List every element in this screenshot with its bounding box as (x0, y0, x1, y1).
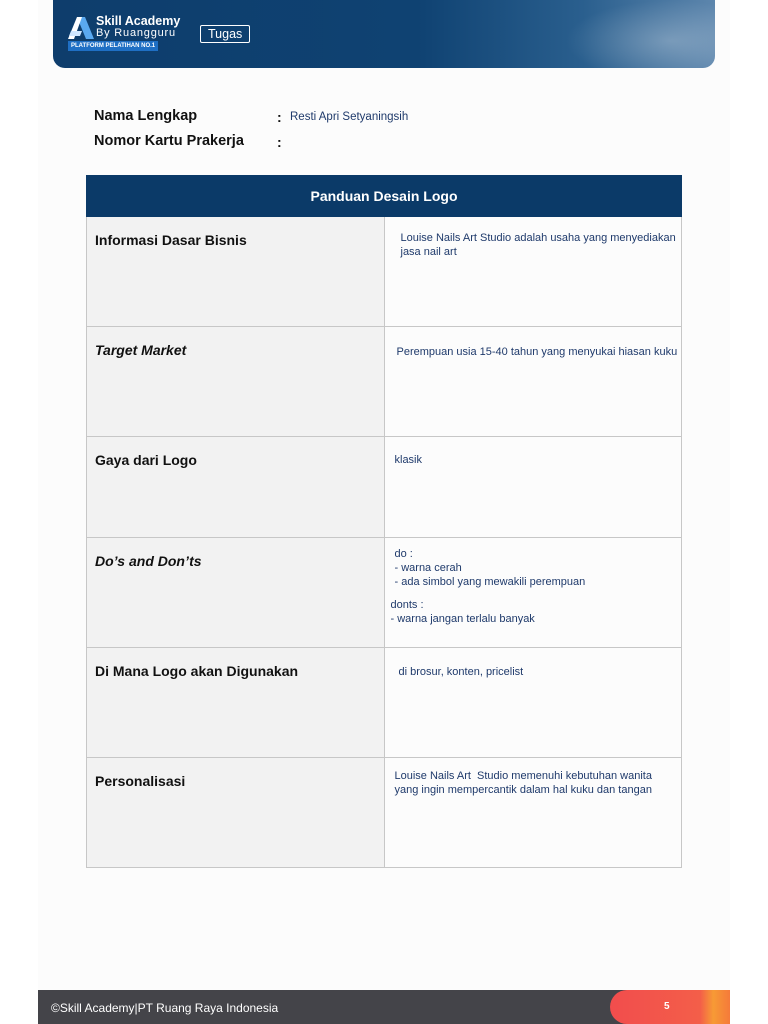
row-label-target-market: Target Market (95, 342, 187, 358)
table-row (87, 758, 682, 868)
row-value-cell[interactable] (384, 648, 682, 758)
name-colon: : (277, 109, 282, 125)
row-label-cell (87, 648, 385, 758)
row-label-dos-donts: Do’s and Don’ts (95, 553, 202, 569)
row-label-cell (87, 758, 385, 868)
row-value-cell[interactable] (384, 758, 682, 868)
row-value-business-info: Louise Nails Art Studio adalah usaha yang menyediakan jasa nail art (400, 232, 679, 258)
row-value-personalization: Louise Nails Art Studio memenuhi kebutuhan wanita yang ingin mempercantik dalam hal kuku dan tangan (394, 770, 655, 796)
table-row (87, 327, 682, 437)
brand-name: Skill Academy (96, 14, 181, 28)
page-number-badge (610, 990, 730, 1024)
brand-tagline: PLATFORM PELATIHAN NO.1 (68, 41, 158, 51)
name-label: Nama Lengkap (94, 108, 198, 124)
row-value-dos: do : - warna cerah - ada simbol yang mewakili perempuan (394, 548, 586, 588)
table-row (87, 648, 682, 758)
table-row (87, 538, 682, 648)
row-value-cell[interactable] (384, 437, 682, 538)
row-value-cell[interactable] (384, 327, 682, 437)
footer-bar (38, 990, 730, 1024)
table-row (87, 437, 682, 538)
skill-academy-logo-icon (68, 17, 94, 39)
row-value-target-market: Perempuan usia 15-40 tahun yang menyukai hiasan kuku (396, 346, 678, 358)
row-value-donts: donts : - warna jangan terlalu banyak (390, 599, 535, 625)
table-row (87, 217, 682, 327)
row-value-cell[interactable] (384, 538, 682, 648)
row-label-business-info: Informasi Dasar Bisnis (95, 232, 247, 248)
row-label-cell (87, 538, 385, 648)
card-number-label: Nomor Kartu Prakerja (94, 133, 244, 149)
header-decoration (565, 0, 715, 68)
row-label-cell (87, 217, 385, 327)
page-number: 5 (664, 1001, 670, 1012)
name-value: Resti Apri Setyaningsih (290, 111, 409, 123)
tugas-badge: Tugas (200, 25, 250, 43)
row-label-logo-style: Gaya dari Logo (95, 452, 197, 468)
row-value-cell[interactable] (384, 217, 682, 327)
row-value-logo-usage: di brosur, konten, pricelist (398, 666, 524, 678)
header-banner (53, 0, 715, 68)
brand-subtitle: By Ruangguru (96, 27, 176, 39)
logo-guide-table (86, 175, 682, 868)
card-number-colon: : (277, 134, 282, 150)
row-label-personalization: Personalisasi (95, 773, 186, 789)
footer-copyright: ©Skill Academy|PT Ruang Raya Indonesia (51, 1001, 279, 1015)
row-label-cell (87, 327, 385, 437)
table-title: Panduan Desain Logo (87, 176, 682, 217)
row-label-logo-usage: Di Mana Logo akan Digunakan (95, 663, 299, 679)
row-label-cell (87, 437, 385, 538)
row-value-logo-style: klasik (394, 454, 423, 466)
